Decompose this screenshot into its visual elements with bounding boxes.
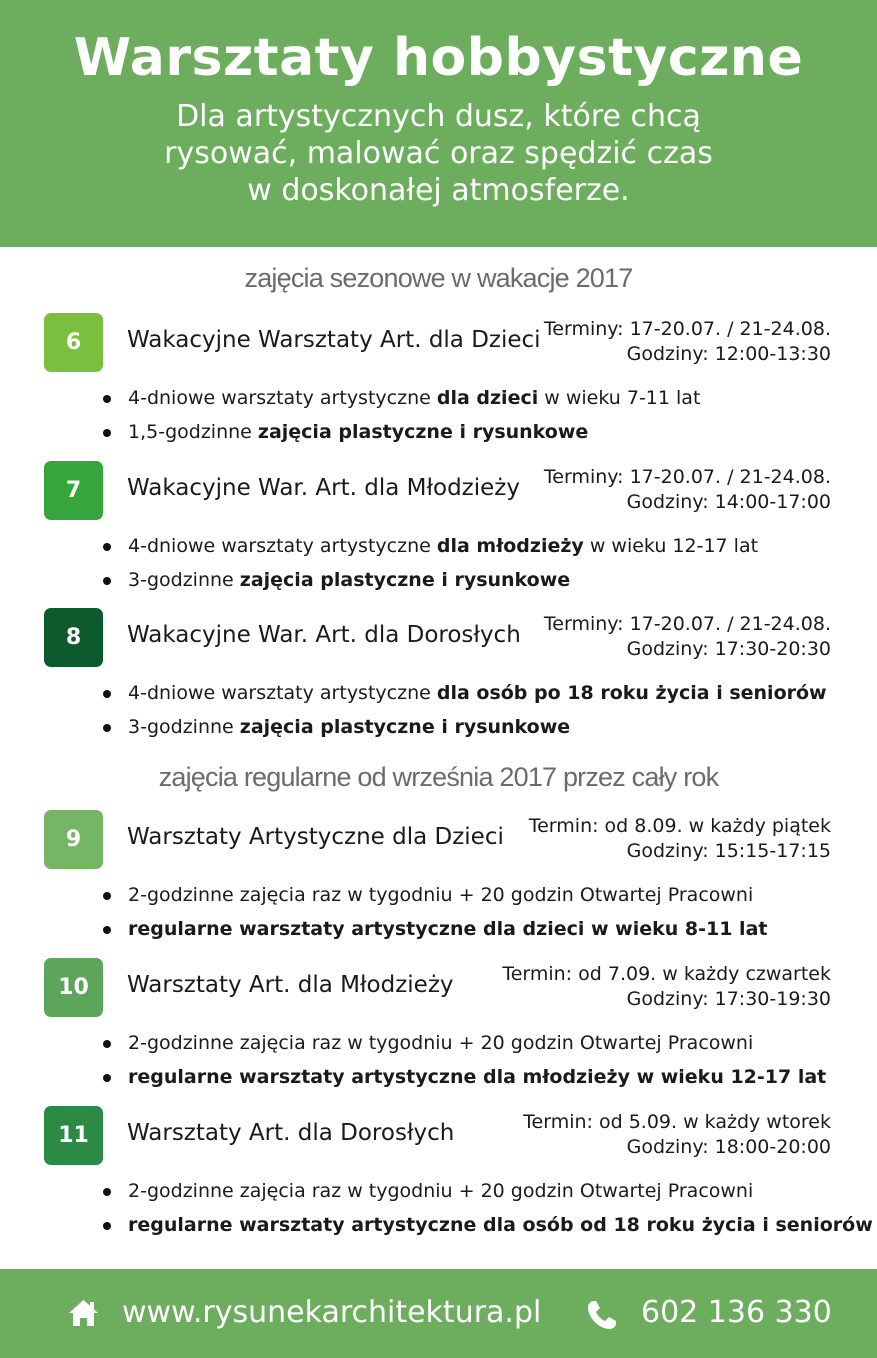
home-icon xyxy=(68,1299,99,1327)
workshop-bullets xyxy=(103,1026,826,1094)
bullet-item: regularne warsztaty artystyczne dla młodzieży w wieku 12-17 lat xyxy=(103,1060,826,1094)
bullet-item: 2-godzinne zajęcia raz w tygodniu + 20 godzin Otwartej Pracowni xyxy=(103,1026,826,1060)
workshop-schedule xyxy=(544,465,831,515)
workshop-number-badge: 10 xyxy=(44,958,103,1017)
workshop-bullets xyxy=(103,529,758,597)
workshop-item xyxy=(0,1106,877,1246)
workshop-bullets xyxy=(103,381,700,449)
bullet-dot-icon xyxy=(103,577,111,585)
schedule-hours: Godziny: 12:00-13:30 xyxy=(626,343,831,365)
bullet-item: 4-dniowe warsztaty artystyczne dla osób po 18 roku życia i seniorów xyxy=(103,676,827,710)
workshop-item xyxy=(0,461,877,601)
bullet-dot-icon xyxy=(103,395,111,403)
bullet-dot-icon xyxy=(103,543,111,551)
workshop-item xyxy=(0,810,877,950)
section-title-seasonal: zajęcia sezonowe w wakacje 2017 xyxy=(244,263,633,293)
workshop-title: Warsztaty Artystyczne dla Dzieci xyxy=(127,824,504,850)
workshop-title: Wakacyjne War. Art. dla Dorosłych xyxy=(127,622,521,648)
workshop-title: Wakacyjne War. Art. dla Młodzieży xyxy=(127,475,520,501)
bullet-dot-icon xyxy=(103,724,111,732)
workshop-number-badge: 6 xyxy=(44,313,103,372)
bullet-dot-icon xyxy=(103,1188,111,1196)
workshop-schedule xyxy=(544,612,831,662)
schedule-dates: Termin: od 5.09. w każdy wtorek xyxy=(523,1111,831,1133)
schedule-hours: Godziny: 15:15-17:15 xyxy=(626,840,831,862)
bullet-dot-icon xyxy=(103,690,111,698)
schedule-hours: Godziny: 17:30-20:30 xyxy=(626,638,831,660)
bullet-item: 1,5-godzinne zajęcia plastyczne i rysunkowe xyxy=(103,415,700,449)
phone-number[interactable]: 602 136 330 xyxy=(641,1295,832,1330)
header-banner xyxy=(0,0,877,247)
bullet-dot-icon xyxy=(103,1222,111,1230)
bullet-dot-icon xyxy=(103,892,111,900)
workshop-number-badge: 9 xyxy=(44,810,103,869)
workshop-schedule xyxy=(523,1110,831,1160)
workshop-number-badge: 11 xyxy=(44,1106,103,1165)
schedule-hours: Godziny: 14:00-17:00 xyxy=(626,491,831,513)
workshop-item xyxy=(0,313,877,453)
section-title-regular: zajęcia regularne od września 2017 przez cały rok xyxy=(158,762,719,792)
schedule-dates: Termin: od 8.09. w każdy piątek xyxy=(528,815,831,837)
bullet-item: 3-godzinne zajęcia plastyczne i rysunkowe xyxy=(103,563,758,597)
workshop-number-badge: 7 xyxy=(44,461,103,520)
schedule-dates: Terminy: 17-20.07. / 21-24.08. xyxy=(543,466,831,488)
workshop-title: Wakacyjne Warsztaty Art. dla Dzieci xyxy=(127,327,541,353)
bullet-dot-icon xyxy=(103,1040,111,1048)
schedule-hours: Godziny: 17:30-19:30 xyxy=(626,988,831,1010)
schedule-dates: Terminy: 17-20.07. / 21-24.08. xyxy=(543,613,831,635)
workshop-title: Warsztaty Art. dla Dorosłych xyxy=(127,1120,455,1146)
workshop-bullets xyxy=(103,1174,873,1242)
website-link[interactable]: www.rysunekarchitektura.pl xyxy=(122,1295,542,1330)
page-title: Warsztaty hobbystyczne xyxy=(73,28,804,88)
bullet-dot-icon xyxy=(103,926,111,934)
workshop-schedule xyxy=(544,317,831,367)
page-subtitle: Dla artystycznych dusz, które chcą rysować, malować oraz spędzić czas w doskonałej atmosferze. xyxy=(164,99,713,208)
bullet-item: 4-dniowe warsztaty artystyczne dla dzieci w wieku 7-11 lat xyxy=(103,381,700,415)
workshop-bullets xyxy=(103,878,767,946)
workshop-schedule xyxy=(502,962,831,1012)
workshop-schedule xyxy=(529,814,831,864)
bullet-item: 3-godzinne zajęcia plastyczne i rysunkowe xyxy=(103,710,827,744)
workshop-title: Warsztaty Art. dla Młodzieży xyxy=(127,972,454,998)
bullet-item: regularne warsztaty artystyczne dla osób od 18 roku życia i seniorów xyxy=(103,1208,873,1242)
schedule-dates: Terminy: 17-20.07. / 21-24.08. xyxy=(543,318,831,340)
workshop-item xyxy=(0,958,877,1098)
bullet-item: 2-godzinne zajęcia raz w tygodniu + 20 godzin Otwartej Pracowni xyxy=(103,878,767,912)
workshop-bullets xyxy=(103,676,827,744)
bullet-dot-icon xyxy=(103,429,111,437)
bullet-item: regularne warsztaty artystyczne dla dzieci w wieku 8-11 lat xyxy=(103,912,767,946)
bullet-item: 2-godzinne zajęcia raz w tygodniu + 20 godzin Otwartej Pracowni xyxy=(103,1174,873,1208)
footer-bar xyxy=(0,1269,877,1358)
phone-icon xyxy=(586,1299,618,1331)
bullet-item: 4-dniowe warsztaty artystyczne dla młodzieży w wieku 12-17 lat xyxy=(103,529,758,563)
schedule-hours: Godziny: 18:00-20:00 xyxy=(626,1136,831,1158)
workshop-number-badge: 8 xyxy=(44,608,103,667)
bullet-dot-icon xyxy=(103,1074,111,1082)
schedule-dates: Termin: od 7.09. w każdy czwartek xyxy=(502,963,831,985)
workshop-item xyxy=(0,608,877,748)
